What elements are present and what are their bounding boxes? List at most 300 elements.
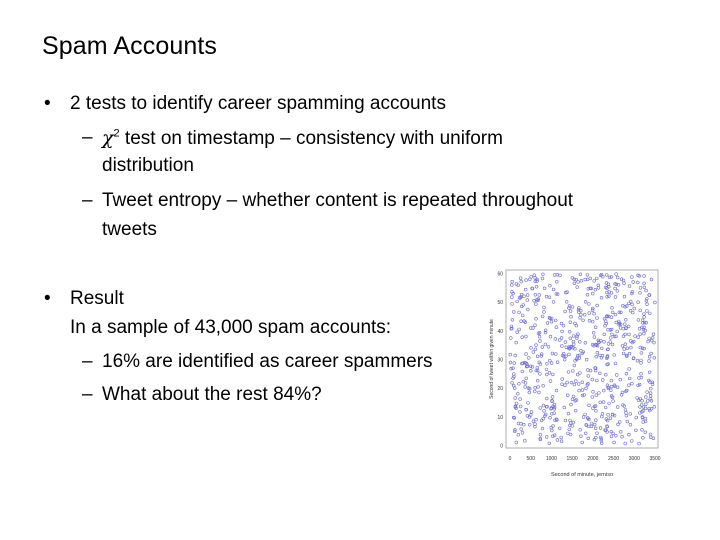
dash-icon: – xyxy=(82,351,93,372)
scatter-point xyxy=(624,318,627,321)
scatter-point xyxy=(512,311,515,314)
scatter-point xyxy=(651,336,654,339)
scatter-point xyxy=(629,340,632,343)
scatter-point xyxy=(542,417,545,420)
scatter-point xyxy=(629,309,632,312)
scatter-figure xyxy=(488,262,668,482)
scatter-point xyxy=(518,311,521,314)
scatter-point xyxy=(539,433,542,436)
scatter-point xyxy=(642,436,645,439)
scatter-point xyxy=(625,372,628,375)
scatter-point xyxy=(539,373,542,376)
scatter-point xyxy=(581,389,584,392)
scatter-point xyxy=(631,382,634,385)
scatter-point xyxy=(619,378,622,381)
scatter-point xyxy=(574,409,577,412)
x-axis-label: Second of minute, jerniso xyxy=(550,472,614,478)
scatter-point xyxy=(623,323,626,326)
dash-icon: – xyxy=(82,190,93,211)
scatter-point xyxy=(571,306,574,309)
bullet-result: Result xyxy=(70,288,124,309)
scatter-point xyxy=(519,405,522,408)
scatter-point xyxy=(639,406,642,409)
scatter-point xyxy=(545,373,548,376)
scatter-point xyxy=(611,343,614,346)
scatter-point xyxy=(585,358,588,361)
scatter-point xyxy=(617,423,620,426)
scatter-point xyxy=(542,384,545,387)
scatter-point xyxy=(534,293,537,296)
scatter-point xyxy=(612,432,615,435)
scatter-point xyxy=(622,352,625,355)
bullet-tests: 2 tests to identify career spamming accounts xyxy=(70,93,446,114)
scatter-point xyxy=(564,419,567,422)
x-ticks xyxy=(509,456,661,462)
scatter-point xyxy=(603,340,606,343)
scatter-point xyxy=(592,407,595,410)
slide-title: Spam Accounts xyxy=(42,32,218,60)
scatter-point xyxy=(649,395,652,398)
scatter-point xyxy=(547,345,550,348)
scatter-point xyxy=(584,300,587,303)
scatter-point xyxy=(649,436,652,439)
scatter-point xyxy=(644,431,647,434)
scatter-point xyxy=(572,395,575,398)
scatter-point xyxy=(586,369,589,372)
scatter-point xyxy=(593,423,596,426)
scatter-point xyxy=(601,275,604,278)
scatter-point xyxy=(560,440,563,443)
scatter-point xyxy=(592,331,595,334)
scatter-point xyxy=(602,389,605,392)
scatter-point xyxy=(517,433,520,436)
scatter-point xyxy=(580,279,583,282)
scatter-point xyxy=(541,277,544,280)
scatter-point xyxy=(545,397,548,400)
scatter-point xyxy=(615,273,618,276)
scatter-point xyxy=(568,428,571,431)
scatter-point xyxy=(561,378,564,381)
scatter-point xyxy=(639,287,642,290)
scatter-point xyxy=(524,386,527,389)
scatter-point xyxy=(528,391,531,394)
scatter-point xyxy=(589,369,592,372)
scatter-point xyxy=(625,412,628,415)
scatter-point xyxy=(599,401,602,404)
scatter-point xyxy=(526,294,529,297)
scatter-point xyxy=(534,348,537,351)
scatter-point xyxy=(530,411,533,414)
scatter-point xyxy=(623,295,626,298)
scatter-point xyxy=(631,290,634,293)
scatter-point xyxy=(621,345,624,348)
scatter-point xyxy=(588,312,591,315)
scatter-point xyxy=(527,357,530,360)
scatter-point xyxy=(599,427,602,430)
scatter-point xyxy=(564,341,567,344)
scatter-point xyxy=(641,322,644,325)
scatter-point xyxy=(511,381,514,384)
scatter-point xyxy=(624,442,627,445)
scatter-point xyxy=(556,361,559,364)
scatter-point xyxy=(585,387,588,390)
scatter-point xyxy=(648,312,651,315)
y-tick-label: 30 xyxy=(497,357,503,364)
x-tick-label: 3000 xyxy=(628,456,640,462)
scatter-point xyxy=(569,321,572,324)
scatter-point xyxy=(646,391,649,394)
scatter-point xyxy=(570,403,573,406)
scatter-point xyxy=(640,372,643,375)
scatter-point xyxy=(525,353,528,356)
scatter-point xyxy=(518,382,521,385)
scatter-point xyxy=(519,277,522,280)
scatter-point xyxy=(566,394,569,397)
scatter-point xyxy=(512,373,515,376)
scatter-point xyxy=(627,325,630,328)
scatter-point xyxy=(533,299,536,302)
scatter-point xyxy=(648,409,651,412)
scatter-point xyxy=(648,360,651,363)
scatter-point xyxy=(598,372,601,375)
scatter-point xyxy=(577,307,580,310)
result-sample-line: In a sample of 43,000 spam accounts: xyxy=(70,317,392,338)
scatter-point xyxy=(631,303,634,306)
scatter-point xyxy=(583,394,586,397)
y-tick-label: 60 xyxy=(497,271,503,278)
scatter-point xyxy=(594,419,597,422)
scatter-point xyxy=(590,422,593,425)
scatter-point xyxy=(635,416,638,419)
scatter-point xyxy=(643,332,646,335)
scatter-point xyxy=(555,326,558,329)
scatter-point xyxy=(556,273,559,276)
x-tick-label: 1000 xyxy=(545,456,557,462)
scatter-point xyxy=(548,371,551,374)
subitem-tweet-entropy-cont: tweets xyxy=(102,219,157,240)
scatter-point xyxy=(650,278,653,281)
scatter-point xyxy=(513,362,516,365)
scatter-point xyxy=(558,427,561,430)
scatter-point xyxy=(554,353,557,356)
scatter-point xyxy=(573,364,576,367)
scatter-point xyxy=(641,399,644,402)
scatter-point xyxy=(636,281,639,284)
scatter-point xyxy=(646,310,649,313)
scatter-point xyxy=(541,427,544,430)
scatter-point xyxy=(535,317,538,320)
scatter-point xyxy=(615,321,618,324)
x-tick-label: 1500 xyxy=(566,456,578,462)
scatter-point xyxy=(596,351,599,354)
scatter-point xyxy=(561,345,564,348)
scatter-point xyxy=(610,316,613,319)
scatter-point xyxy=(609,337,612,340)
scatter-point xyxy=(647,340,650,343)
scatter-point xyxy=(549,416,552,419)
scatter-point xyxy=(564,310,567,313)
scatter-point xyxy=(595,277,598,280)
scatter-point xyxy=(588,404,591,407)
scatter-point xyxy=(644,396,647,399)
scatter-point xyxy=(614,434,617,437)
scatter-point xyxy=(520,280,523,283)
scatter-point xyxy=(514,354,517,357)
scatter-point xyxy=(556,439,559,442)
scatter-point xyxy=(554,319,557,322)
scatter-point xyxy=(511,303,514,306)
scatter-point xyxy=(539,407,542,410)
scatter-point xyxy=(552,288,555,291)
scatter-point xyxy=(563,406,566,409)
scatter-point xyxy=(515,402,518,405)
scatter-point xyxy=(609,389,612,392)
scatter-point xyxy=(591,320,594,323)
scatter-point xyxy=(579,435,582,438)
scatter-point xyxy=(596,432,599,435)
scatter-point xyxy=(614,296,617,299)
scatter-point xyxy=(581,394,584,397)
scatter-point xyxy=(541,315,544,318)
scatter-point xyxy=(516,300,519,303)
scatter-point xyxy=(630,440,633,443)
scatter-point xyxy=(565,300,568,303)
scatter-point xyxy=(600,415,603,418)
subitem-chi-square xyxy=(102,127,503,150)
subitem-career-spammers: 16% are identified as career spammers xyxy=(102,351,433,372)
scatter-point xyxy=(509,361,512,364)
scatter-point xyxy=(631,276,634,279)
scatter-point xyxy=(608,402,611,405)
scatter-point xyxy=(568,353,571,356)
scatter-point xyxy=(551,396,554,399)
scatter-point xyxy=(586,293,589,296)
scatter-point xyxy=(584,432,587,435)
scatter-point xyxy=(636,359,639,362)
scatter-point xyxy=(578,389,581,392)
scatter-point xyxy=(624,343,627,346)
scatter-point xyxy=(538,335,541,338)
scatter-point xyxy=(568,330,571,333)
scatter-point xyxy=(552,301,555,304)
scatter-point xyxy=(559,274,562,277)
scatter-point xyxy=(521,314,524,317)
bullet-icon: • xyxy=(44,93,51,114)
scatter-point xyxy=(644,417,647,420)
scatter-point xyxy=(621,435,624,438)
scatter-point xyxy=(601,379,604,382)
scatter-point xyxy=(573,282,576,285)
scatter-point xyxy=(649,392,652,395)
scatter-point xyxy=(625,414,628,417)
scatter-point xyxy=(525,279,528,282)
scatter-point xyxy=(648,355,651,358)
scatter-point xyxy=(513,387,516,390)
scatter-point xyxy=(548,296,551,299)
dash-icon: – xyxy=(82,127,93,148)
scatter-point xyxy=(561,330,564,333)
scatter-point xyxy=(587,425,590,428)
scatter-point xyxy=(549,284,552,287)
scatter-point xyxy=(588,303,591,306)
scatter-point xyxy=(628,285,631,288)
scatter-point xyxy=(541,346,544,349)
scatter-point xyxy=(533,274,536,277)
y-tick-label: 40 xyxy=(497,328,503,335)
scatter-point xyxy=(515,341,518,344)
dash-icon: – xyxy=(82,384,93,405)
scatter-point xyxy=(600,296,603,299)
scatter-point xyxy=(538,391,541,394)
scatter-point xyxy=(558,339,561,342)
scatter-point xyxy=(646,303,649,306)
scatter-point xyxy=(648,337,651,340)
scatter-plot xyxy=(488,262,668,482)
scatter-point xyxy=(649,387,652,390)
scatter-point xyxy=(630,292,633,295)
scatter-point xyxy=(607,413,610,416)
scatter-point xyxy=(618,421,621,424)
scatter-point xyxy=(523,439,526,442)
y-tick-label: 0 xyxy=(500,443,503,450)
scatter-point xyxy=(518,328,521,331)
scatter-point xyxy=(534,324,537,327)
scatter-point xyxy=(569,337,572,340)
scatter-point xyxy=(595,394,598,397)
scatter-point xyxy=(591,307,594,310)
scatter-point xyxy=(560,436,563,439)
scatter-point xyxy=(579,316,582,319)
scatter-point xyxy=(579,372,582,375)
scatter-point xyxy=(525,408,528,411)
y-axis-label: Second of tweet within given minute xyxy=(489,319,495,399)
scatter-point xyxy=(575,278,578,281)
scatter-point xyxy=(535,344,538,347)
scatter-point xyxy=(554,338,557,341)
scatter-point xyxy=(643,286,646,289)
scatter-point xyxy=(616,290,619,293)
scatter-point xyxy=(549,335,552,338)
scatter-point xyxy=(653,356,656,359)
scatter-point xyxy=(649,433,652,436)
scatter-point xyxy=(551,352,554,355)
scatter-point xyxy=(610,379,613,382)
scatter-point xyxy=(643,313,646,316)
y-tick-label: 20 xyxy=(497,386,503,393)
scatter-point xyxy=(593,312,596,315)
scatter-point xyxy=(548,359,551,362)
scatter-point xyxy=(579,428,582,431)
scatter-point xyxy=(581,441,584,444)
scatter-point xyxy=(615,374,618,377)
scatter-point xyxy=(509,337,512,340)
scatter-point xyxy=(510,367,513,370)
scatter-point xyxy=(522,423,525,426)
scatter-point xyxy=(614,287,617,290)
scatter-point xyxy=(576,286,579,289)
scatter-point xyxy=(570,381,573,384)
scatter-point xyxy=(653,405,656,408)
scatter-point xyxy=(650,352,653,355)
scatter-point xyxy=(539,340,542,343)
scatter-point xyxy=(579,273,582,276)
scatter-point xyxy=(511,296,514,299)
scatter-point xyxy=(521,336,524,339)
scatter-point xyxy=(596,304,599,307)
x-tick-label: 500 xyxy=(526,456,535,462)
scatter-point xyxy=(616,276,619,279)
scatter-point xyxy=(542,404,545,407)
scatter-point xyxy=(535,285,538,288)
scatter-point xyxy=(594,288,597,291)
scatter-point xyxy=(587,287,590,290)
scatter-point xyxy=(619,430,622,433)
scatter-point xyxy=(511,318,514,321)
scatter-point xyxy=(569,419,572,422)
x-tick-label: 2500 xyxy=(608,456,620,462)
scatter-point xyxy=(595,379,598,382)
scatter-point xyxy=(595,355,598,358)
scatter-point xyxy=(600,347,603,350)
scatter-point xyxy=(566,381,569,384)
scatter-point xyxy=(645,297,648,300)
scatter-point xyxy=(591,396,594,399)
scatter-point xyxy=(555,389,558,392)
scatter-point xyxy=(562,324,565,327)
scatter-point xyxy=(543,306,546,309)
scatter-point xyxy=(536,379,539,382)
scatter-point xyxy=(589,277,592,280)
scatter-point xyxy=(577,383,580,386)
scatter-point xyxy=(546,322,549,325)
scatter-point xyxy=(584,413,587,416)
scatter-point xyxy=(587,375,590,378)
scatter-point xyxy=(542,273,545,276)
scatter-point xyxy=(628,377,631,380)
scatter-point xyxy=(619,327,622,330)
scatter-point xyxy=(639,333,642,336)
subitem-tweet-entropy: Tweet entropy – whether content is repeated throughout xyxy=(102,190,574,211)
scatter-point xyxy=(591,378,594,381)
scatter-point xyxy=(510,284,513,287)
scatter-point xyxy=(626,347,629,350)
scatter-point xyxy=(546,362,549,365)
scatter-point xyxy=(610,435,613,438)
scatter-point xyxy=(563,358,566,361)
scatter-point xyxy=(603,333,606,336)
scatter-point xyxy=(540,355,543,358)
scatter-point xyxy=(611,306,614,309)
scatter-point xyxy=(640,352,643,355)
scatter-point xyxy=(643,282,646,285)
scatter-point xyxy=(645,289,648,292)
scatter-point xyxy=(561,383,564,386)
scatter-point xyxy=(519,398,522,401)
scatter-point xyxy=(633,307,636,310)
scatter-point xyxy=(555,280,558,283)
scatter-point xyxy=(535,418,538,421)
scatter-point xyxy=(527,402,530,405)
scatter-point xyxy=(550,362,553,365)
scatter-point xyxy=(536,366,539,369)
scatter-point xyxy=(630,346,633,349)
scatter-point xyxy=(567,432,570,435)
scatter-point xyxy=(570,315,573,318)
scatter-point xyxy=(646,400,649,403)
scatter-point xyxy=(520,428,523,431)
scatter-point xyxy=(532,351,535,354)
scatter-point xyxy=(652,333,655,336)
